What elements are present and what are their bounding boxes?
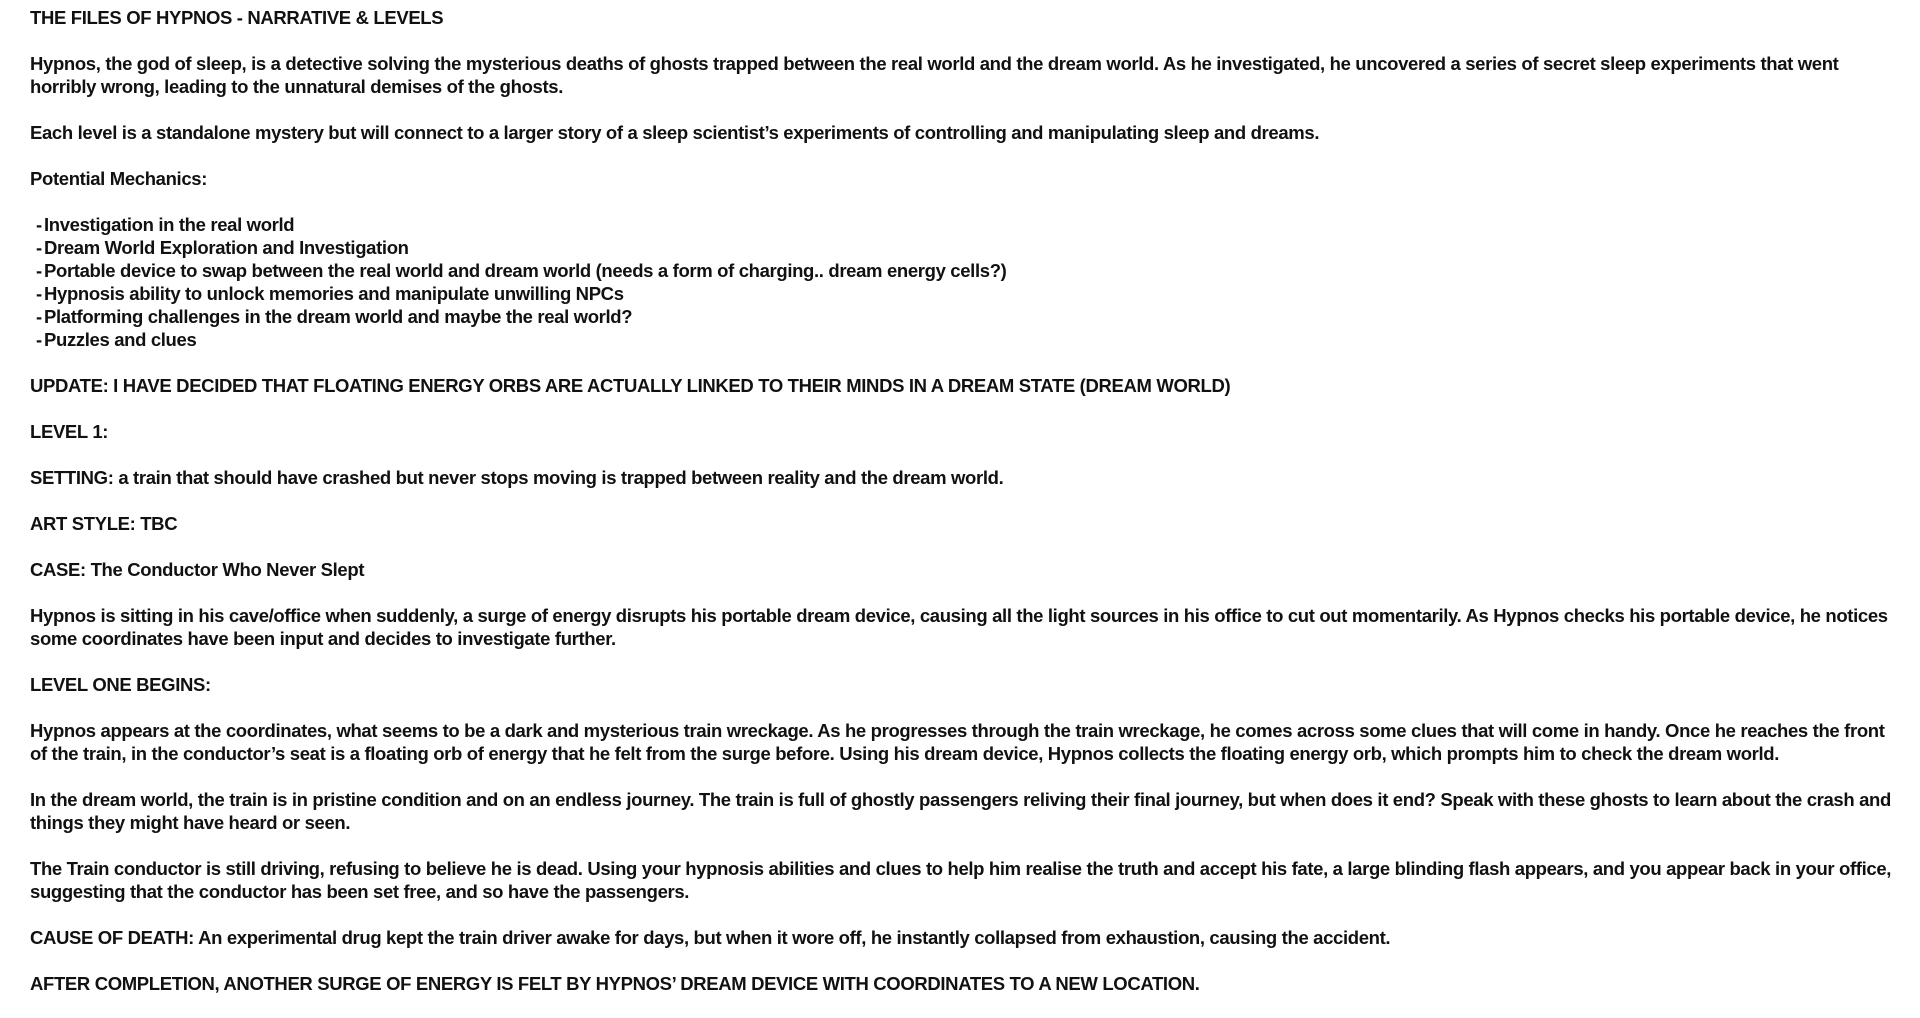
after-completion-paragraph: AFTER COMPLETION, ANOTHER SURGE OF ENERGY IS FELT BY HYPNOS’ DREAM DEVICE WITH COORDINATES TO A NEW LOCATION.	[30, 973, 1200, 994]
mechanics-item: - Portable device to swap between the real world and dream world (needs a form of charging.. dream energy cells?)	[36, 260, 1007, 281]
case-paragraph: CASE: The Conductor Who Never Slept	[30, 559, 365, 580]
level1-heading: LEVEL 1:	[30, 421, 109, 442]
wreckage-paragraph: Hypnos appears at the coordinates, what seems to be a dark and mysterious train wreckage. As he progresses through the train wreckage, he comes across some clues that will come in handy. Once he reaches the front of the train, in the conductor’s seat is a floating orb of energy that he felt from the surge before. Using his dream device, Hypnos collects the floating energy orb, which prompts him to check the dream world.	[30, 720, 1885, 764]
list-dash: -	[36, 237, 42, 258]
art-style-paragraph: ART STYLE: TBC	[30, 513, 178, 534]
standalone-paragraph: Each level is a standalone mystery but will connect to a larger story of a sleep scientist’s experiments of controlling and manipulating sleep and dreams.	[30, 122, 1320, 143]
list-dash: -	[36, 214, 42, 235]
update-paragraph: UPDATE: I HAVE DECIDED THAT FLOATING ENERGY ORBS ARE ACTUALLY LINKED TO THEIR MINDS IN A DREAM STATE (DREAM WORLD)	[30, 375, 1231, 396]
document-title: THE FILES OF HYPNOS - NARRATIVE & LEVELS	[30, 7, 444, 28]
cause-of-death-paragraph: CAUSE OF DEATH: An experimental drug kept the train driver awake for days, but when it wore off, he instantly collapsed from exhaustion, causing the accident.	[30, 927, 1391, 948]
mechanics-item: - Dream World Exploration and Investigation	[36, 237, 409, 258]
mechanics-item: - Investigation in the real world	[36, 214, 295, 235]
intro-paragraph: Hypnos, the god of sleep, is a detective solving the mysterious deaths of ghosts trapped between the real world and the dream world. As he investigated, he uncovered a series of secret sleep experiments that went horribly wrong, leading to the unnatural demises of the ghosts.	[30, 53, 1839, 97]
list-dash: -	[36, 283, 42, 304]
conductor-paragraph: The Train conductor is still driving, refusing to believe he is dead. Using your hypnosis abilities and clues to help him realise the truth and accept his fate, a large blinding flash appears, and you appear back in your office, suggesting that the conductor has been set free, and so have the passengers.	[30, 858, 1892, 902]
mechanics-item: - Hypnosis ability to unlock memories and manipulate unwilling NPCs	[36, 283, 624, 304]
mechanics-list	[30, 213, 1900, 351]
setting-paragraph: SETTING: a train that should have crashed but never stops moving is trapped between reality and the dream world.	[30, 467, 1004, 488]
list-dash: -	[36, 260, 42, 281]
list-dash: -	[36, 329, 42, 350]
level-begins-heading: LEVEL ONE BEGINS:	[30, 674, 211, 695]
dream-world-paragraph: In the dream world, the train is in pristine condition and on an endless journey. The train is full of ghostly passengers reliving their final journey, but when does it end? Speak with these ghosts to learn about the crash and things they might have heard or seen.	[30, 789, 1891, 833]
list-dash: -	[36, 306, 42, 327]
document-body	[30, 6, 1900, 1018]
mechanics-item: - Platforming challenges in the dream world and maybe the real world?	[36, 306, 633, 327]
mechanics-item: - Puzzles and clues	[36, 329, 197, 350]
case-intro-paragraph: Hypnos is sitting in his cave/office when suddenly, a surge of energy disrupts his portable dream device, causing all the light sources in his office to cut out momentarily. As Hypnos checks his portable device, he notices some coordinates have been input and decides to investigate further.	[30, 605, 1888, 649]
mechanics-heading: Potential Mechanics:	[30, 168, 208, 189]
